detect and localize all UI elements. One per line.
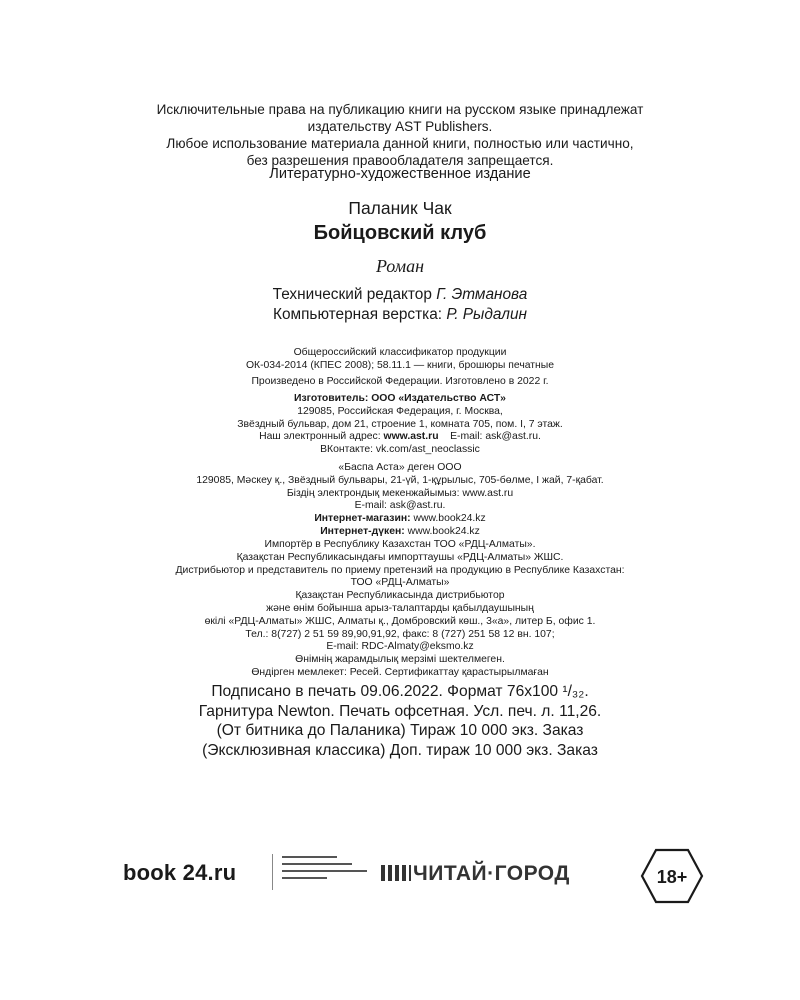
layout-label: Компьютерная верстка: (272, 306, 443, 323)
tech-editor-name: Г. Этманова (436, 286, 528, 303)
shop-link[interactable]: www.book24.kz (407, 525, 480, 537)
website-link[interactable]: www.ast.ru (383, 431, 439, 443)
importer-line: Тел.: 8(727) 2 51 59 89,90,91,92, факс: 8 (727) 251 58 12 вн. 107; (245, 628, 555, 640)
book-title: Бойцовский клуб (313, 222, 487, 244)
rights-line: Исключительные права на публикацию книги на русском языке принадлежат (156, 102, 644, 117)
print-info (0, 682, 800, 760)
importer-line: Қазақстан Республикасында дистрибьютор (295, 590, 505, 602)
importer-line: Қазақстан Республикасындағы импорттаушы «РДЦ-Алматы» ЖШС. (236, 551, 564, 563)
kz-publisher-line: «Баспа Аста» деген ООО (338, 462, 462, 473)
email-text: E-mail: ask@ast.ru. (450, 431, 541, 443)
tech-editor-label: Технический редактор (272, 286, 432, 303)
shop-line: Интернет-дүкен: www.book24.kz (320, 525, 480, 537)
importer-line: және өнім бойынша арыз-талаптарды қабылдаушының (266, 602, 534, 614)
classifier-line: Общероссийский классификатор продукции (293, 347, 507, 358)
book-genre: Роман (375, 256, 425, 276)
shop-line: Интернет-магазин: www.book24.kz (314, 513, 486, 525)
rights-notice (0, 101, 800, 169)
manufacturer-block (0, 393, 800, 457)
manufacturer-contacts: Наш электронный адрес: www.ast.ru E-mail: ask@ast.ru. (259, 431, 541, 443)
print-info-line: Гарнитура Newton. Печать офсетная. Усл. печ. л. 11,26. (198, 702, 602, 720)
classifier-block (0, 347, 800, 373)
importer-line: Импортёр в Республику Казахстан ТОО «РДЦ-Алматы». (264, 539, 536, 550)
importer-line: Өндірген мемлекет: Ресей. Сертификаттау қарастырылмаған (251, 666, 549, 678)
fineprint-logo-icon (282, 856, 372, 884)
importer-line: ТОО «РДЦ-Алматы» (350, 577, 450, 589)
manufacturer-address: Звёздный бульвар, дом 21, строение 1, комната 705, пом. I, 7 этаж. (237, 418, 563, 430)
layout-name: Р. Рыдалин (446, 306, 527, 323)
book-author: Паланик Чак (348, 198, 452, 218)
production-note: Произведено в Российской Федерации. Изготовлено в 2022 г. (251, 376, 549, 387)
importer-line: өкілі «РДЦ-Алматы» ЖШС, Алматы қ., Домбровский көш., 3«а», литер Б, офис 1. (204, 615, 596, 627)
age-rating-text: 18+ (656, 867, 688, 887)
importer-line: E-mail: RDC-Almaty@eksmo.kz (326, 641, 474, 653)
rights-line: без разрешения правообладателя запрещается. (246, 153, 554, 168)
manufacturer-address: 129085, Российская Федерация, г. Москва, (297, 405, 503, 417)
tech-editor-line (0, 285, 800, 305)
footer-logos (0, 848, 800, 908)
vk-link[interactable]: ВКонтакте: vk.com/ast_neoclassic (320, 444, 480, 456)
rights-line: Любое использование материала данной книги, полностью или частично, (166, 136, 634, 151)
kz-publisher-line: Біздің электрондық мекенжайымыз: www.ast.ru (286, 487, 514, 499)
age-rating-badge-icon (640, 848, 704, 904)
kz-publisher-block (0, 462, 800, 539)
credits (0, 285, 800, 325)
print-info-line: (Эксклюзивная классика) Доп. тираж 10 000 экз. Заказ (202, 741, 598, 759)
chitai-mark-icon (381, 865, 411, 881)
importer-line: Өнімнің жарамдылық мерзімі шектелмеген. (295, 654, 505, 666)
importer-line: Дистрибьютор и представитель по приему претензий на продукцию в Республике Казахстан: (175, 564, 625, 576)
importer-block (0, 539, 800, 680)
rights-line: издательству AST Publishers. (307, 119, 493, 134)
kz-publisher-line: E-mail: ask@ast.ru. (354, 500, 446, 512)
kz-publisher-line: 129085, Мәскеу қ., Звёздный бульвары, 21-үй, 1-құрылыс, 705-бөлме, I жай, 7-қабат. (196, 474, 604, 486)
edition-type: Литературно-художественное издание (269, 166, 531, 182)
manufacturer-label: Изготовитель: ООО «Издательство АСТ» (294, 393, 506, 404)
logo-divider (272, 854, 273, 890)
book24-logo-icon: book 24.ru (123, 860, 237, 885)
classifier-line: ОК-034-2014 (КПЕС 2008); 58.11.1 — книги, брошюры печатные (245, 359, 555, 371)
print-info-line: (От битника до Паланика) Тираж 10 000 экз. Заказ (216, 722, 584, 739)
shop-link[interactable]: www.book24.kz (413, 513, 486, 525)
print-info-line: Подписано в печать 09.06.2022. Формат 76x100 ¹/₃₂. (211, 683, 589, 700)
chitai-gorod-logo-icon: ЧИТАЙ·ГОРОД (381, 862, 570, 886)
layout-line (0, 305, 800, 325)
